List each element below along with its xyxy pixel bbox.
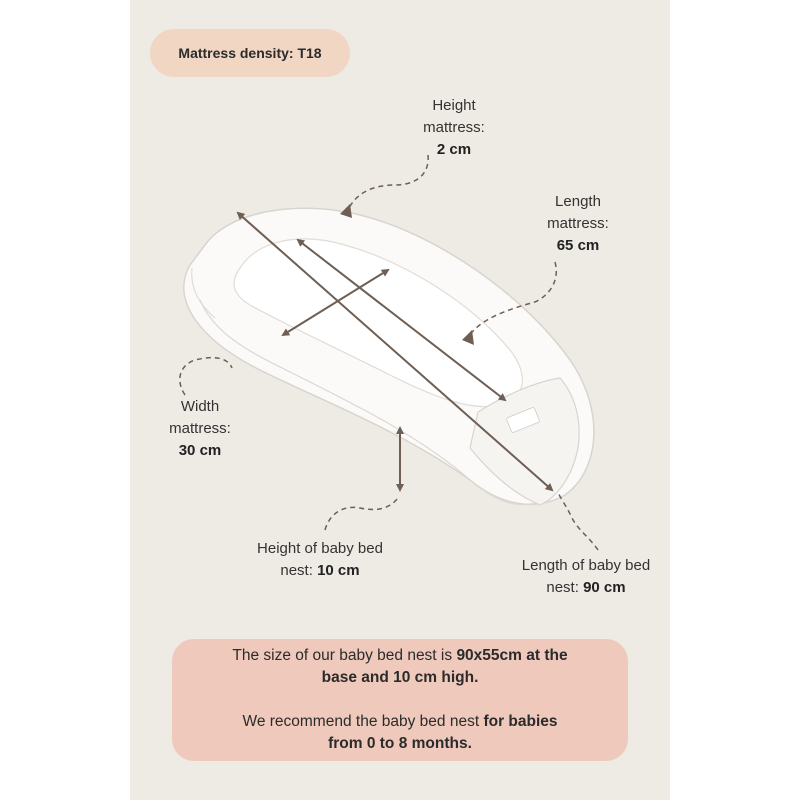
mattress-density-badge [150,29,350,77]
info-size-bold1: 90x55cm at the [456,647,568,664]
length-mattress-line1: Length [555,193,601,210]
length-nest-leader [558,492,598,550]
height-nest-label [232,538,408,582]
info-age-prefix: We recommend the baby bed nest [242,713,484,730]
width-mattress-line2: mattress: [169,420,231,437]
info-size-paragraph [172,645,628,689]
width-mattress-label [150,396,250,462]
height-nest-prefix: nest: [280,562,318,579]
height-mattress-leader [348,155,428,210]
info-age-bold1: for babies [483,713,558,730]
height-mattress-label [404,95,504,161]
height-nest-value: 10 cm [317,562,360,579]
height-nest-line1: Height of baby bed [257,540,383,557]
length-nest-value: 90 cm [583,579,626,596]
width-mattress-leader [180,358,232,395]
width-mattress-value: 30 cm [178,442,222,459]
width-mattress-line1: Width [180,398,220,415]
mattress-density-text: Mattress density: T18 [178,45,322,61]
height-mattress-line2: mattress: [423,119,485,136]
height-mattress-value: 2 cm [436,141,472,158]
info-box [172,639,628,761]
info-age-bold2: from 0 to 8 months. [328,735,472,752]
info-age-paragraph [172,711,628,755]
length-nest-label [496,555,676,599]
length-nest-line1: Length of baby bed [521,557,651,574]
length-nest-prefix: nest: [546,579,584,596]
length-mattress-value: 65 cm [556,237,600,254]
length-mattress-label [528,191,628,257]
info-size-prefix: The size of our baby bed nest is [232,647,457,664]
length-mattress-line2: mattress: [547,215,609,232]
height-nest-leader [325,498,398,530]
info-size-bold2: base and 10 cm high. [321,669,479,686]
height-mattress-line1: Height [432,97,476,114]
